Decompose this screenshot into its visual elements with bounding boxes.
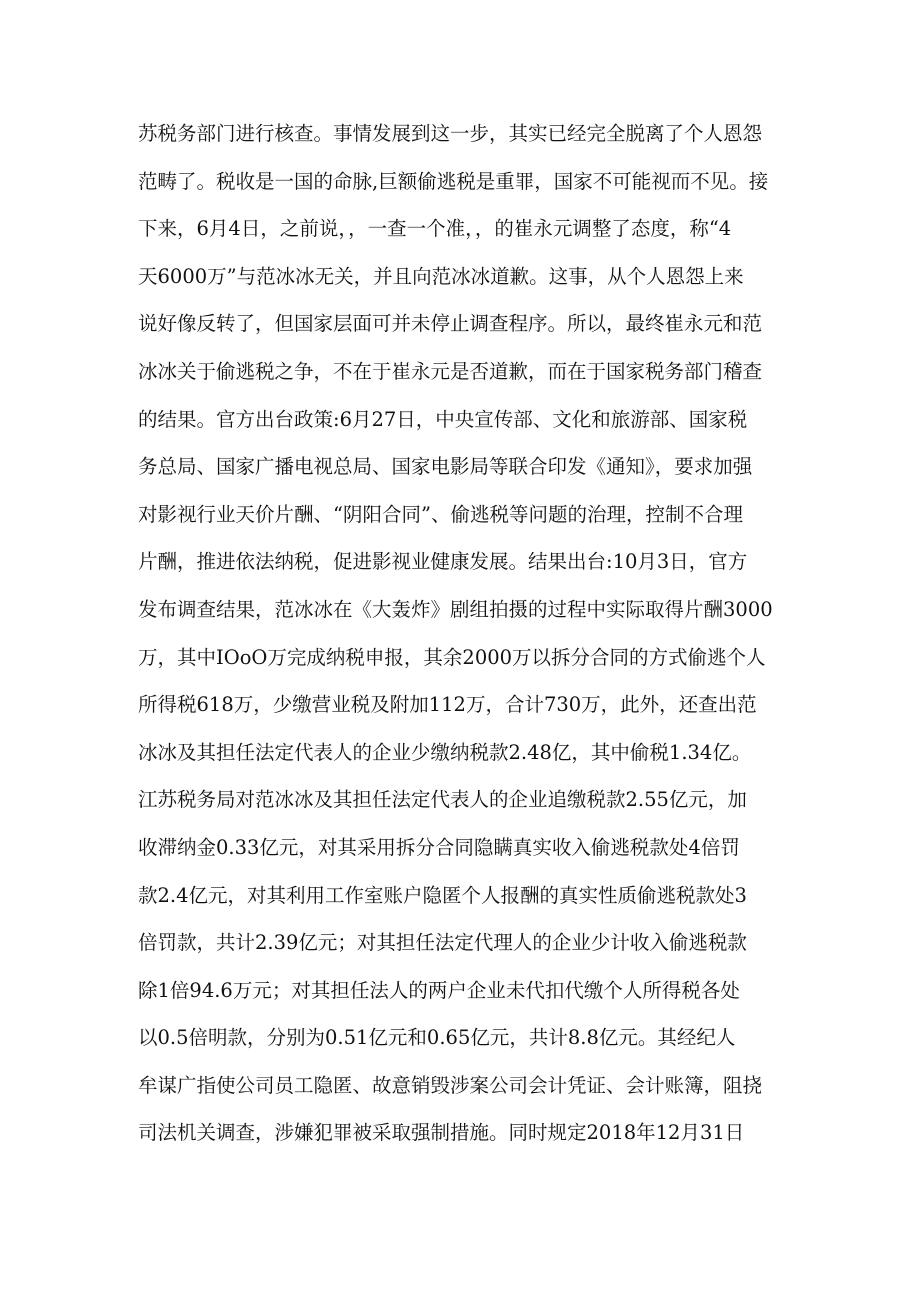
text-line: 收滞纳金0.33亿元，对其采用拆分合同隐瞒真实收入偷逃税款处4倍罚 bbox=[138, 835, 740, 859]
text-line: 说好像反转了，但国家层面可并未停止调查程序。所以，最终崔永元和范 bbox=[138, 312, 763, 336]
text-line: 的结果。官方出台政策:6月27日，中央宣传部、文化和旅游部、国家税 bbox=[138, 407, 748, 431]
text-line: 苏税务部门进行核查。事情发展到这一步，其实已经完全脱离了个人恩怨 bbox=[138, 122, 763, 145]
text-line: 下来，6月4日，之前说，，一查一个准，，的崔永元调整了态度，称“4 bbox=[138, 217, 732, 241]
text-line: 牟谋广指使公司员工隐匿、故意销毁涉案公司会计凭证、会计账簿，阻挠 bbox=[138, 1073, 763, 1097]
body-text bbox=[138, 110, 798, 1157]
text-line: 司法机关调查，涉嫌犯罪被采取强制措施。同时规定2018年12月31日 bbox=[138, 1121, 745, 1145]
text-line: 倍罚款，共计2.39亿元；对其担任法定代理人的企业少计收入偷逃税款 bbox=[138, 931, 747, 955]
text-line: 万，其中IOoO万完成纳税申报，其余2000万以拆分合同的方式偷逃个人 bbox=[138, 645, 766, 669]
text-line: 款2.4亿元，对其利用工作室账户隐匿个人报酬的真实性质偷逃税款处3 bbox=[138, 883, 747, 907]
text-line: 发布调查结果，范冰冰在《大轰炸》剧组拍摄的过程中实际取得片酬3000 bbox=[138, 597, 773, 621]
text-line: 所得税618万，少缴营业税及附加112万，合计730万，此外，还查出范 bbox=[138, 693, 757, 717]
text-line: 片酬，推进依法纳税，促进影视业健康发展。结果出台:10月3日，官方 bbox=[138, 550, 748, 574]
text-line: 冰冰及其担任法定代表人的企业少缴纳税款2.48亿，其中偷税1.34亿。 bbox=[138, 740, 752, 764]
text-line: 以0.5倍明款，分别为0.51亿元和0.65亿元，共计8.8亿元。其经纪人 bbox=[138, 1026, 736, 1050]
text-line: 务总局、国家广播电视总局、国家电影局等联合印发《通知》，要求加强 bbox=[138, 455, 753, 479]
text-line: 江苏税务局对范冰冰及其担任法定代表人的企业追缴税款2.55亿元，加 bbox=[138, 788, 747, 812]
text-line: 对影视行业天价片酬、“阴阳合同”、偷逃税等问题的治理，控制不合理 bbox=[138, 502, 743, 526]
text-line: 除1倍94.6万元；对其担任法人的两户企业未代扣代缴个人所得税各处 bbox=[138, 978, 740, 1002]
text-line: 冰冰关于偷逃税之争，不在于崔永元是否道歉，而在于国家税务部门稽查 bbox=[138, 359, 763, 383]
text-line: 范畴了。税收是一国的命脉,巨额偷逃税是重罪，国家不可能视而不见。接 bbox=[138, 169, 769, 193]
text-line: 天6000万”与范冰冰无关，并且向范冰冰道歉。这事，从个人恩怨上来 bbox=[138, 264, 744, 288]
